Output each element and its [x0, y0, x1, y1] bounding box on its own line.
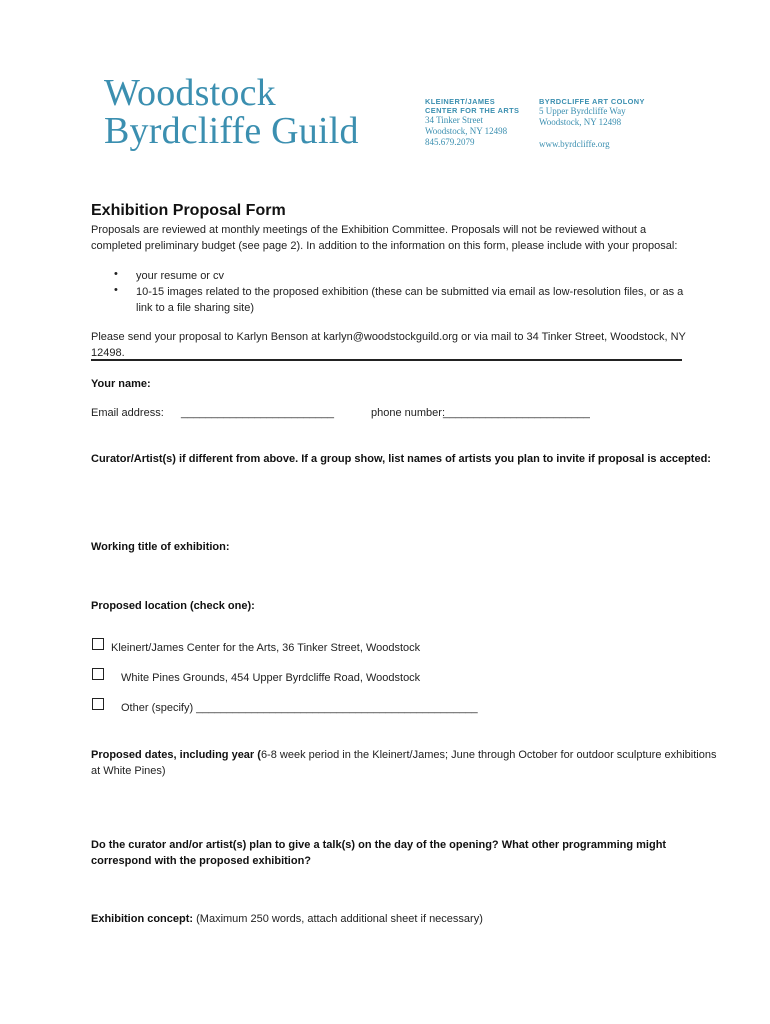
email-field[interactable]: _________________________ [181, 407, 334, 419]
byrdcliffe-city: Woodstock, NY 12498 [539, 117, 622, 127]
bullet-item: your resume or cv [136, 270, 225, 282]
guild-logo [104, 74, 359, 150]
intro-text: Proposals are reviewed at monthly meetings of the Exhibition Committee. Proposals will not be reviewed without a completed preliminary budget (see page 2). In addition to the information on this form, please include with your proposal: [91, 224, 678, 252]
kleinert-city: Woodstock, NY 12498 [425, 126, 508, 136]
dates-label-bold: Proposed dates, including year ( [91, 749, 261, 761]
phone-label: phone number: [371, 407, 445, 419]
location-label: Proposed location (check one): [91, 600, 255, 612]
bullet-item: 10-15 images related to the proposed exhibition (these can be submitted via email as low-resolution files, or as a link to a file sharing site) [136, 286, 684, 314]
dates-label-rest: 6-8 week period in the Kleinert/James; June through October for outdoor sculpture exhibitions [260, 749, 717, 761]
concept-label [91, 911, 483, 927]
section-divider [91, 359, 682, 361]
talk-label-line1: Do the curator and/or artist(s) plan to give a talk(s) on the day of the opening? What other programming might [91, 839, 667, 851]
byrdcliffe-name: BYRDCLIFFE ART COLONY [539, 97, 645, 106]
location-option-white-pines: White Pines Grounds, 454 Upper Byrdcliffe Road, Woodstock [121, 672, 421, 684]
send-instructions-line2: 12498. [91, 347, 125, 359]
concept-label-rest: (Maximum 250 words, attach additional sheet if necessary) [193, 913, 483, 925]
kleinert-phone: 845.679.2079 [425, 137, 475, 147]
working-title-label: Working title of exhibition: [91, 541, 230, 553]
location-checkbox-white-pines[interactable] [92, 668, 104, 680]
kleinert-street: 34 Tinker Street [425, 115, 484, 125]
location-checkbox-other[interactable] [92, 698, 104, 710]
curator-label: Curator/Artist(s) if different from above. If a group show, list names of artists you plan to invite if proposal is accepted: [91, 453, 711, 465]
kleinert-name-2: CENTER FOR THE ARTS [425, 106, 520, 115]
send-instructions-line1: Please send your proposal to Karlyn Benson at karlyn@woodstockguild.org or via mail to 34 Tinker Street, Woodstock, NY [91, 331, 686, 343]
byrdcliffe-website: www.byrdcliffe.org [539, 139, 610, 149]
byrdcliffe-street: 5 Upper Byrdcliffe Way [539, 106, 626, 116]
phone-field[interactable]: ________________________ [443, 407, 590, 419]
dates-label [91, 747, 716, 763]
logo-line-1: Woodstock [104, 72, 276, 114]
email-label: Email address: [91, 407, 164, 419]
bullet-dot: • [114, 284, 118, 296]
kleinert-james-address [425, 97, 519, 148]
byrdcliffe-address [539, 97, 645, 150]
name-label: Your name: [91, 378, 151, 390]
talk-label-line2: correspond with the proposed exhibition? [91, 855, 312, 867]
form-title: Exhibition Proposal Form [91, 202, 286, 219]
kleinert-name-1: KLEINERT/JAMES [425, 97, 496, 106]
location-checkbox-kleinert[interactable] [92, 638, 104, 650]
dates-label-line2: at White Pines) [91, 765, 166, 777]
location-option-kleinert: Kleinert/James Center for the Arts, 36 Tinker Street, Woodstock [111, 642, 421, 654]
concept-label-bold: Exhibition concept: [91, 913, 194, 925]
bullet-dot: • [114, 268, 118, 280]
location-option-other: Other (specify) ______________________________________________ [121, 702, 478, 714]
logo-line-2: Byrdcliffe Guild [104, 110, 359, 152]
